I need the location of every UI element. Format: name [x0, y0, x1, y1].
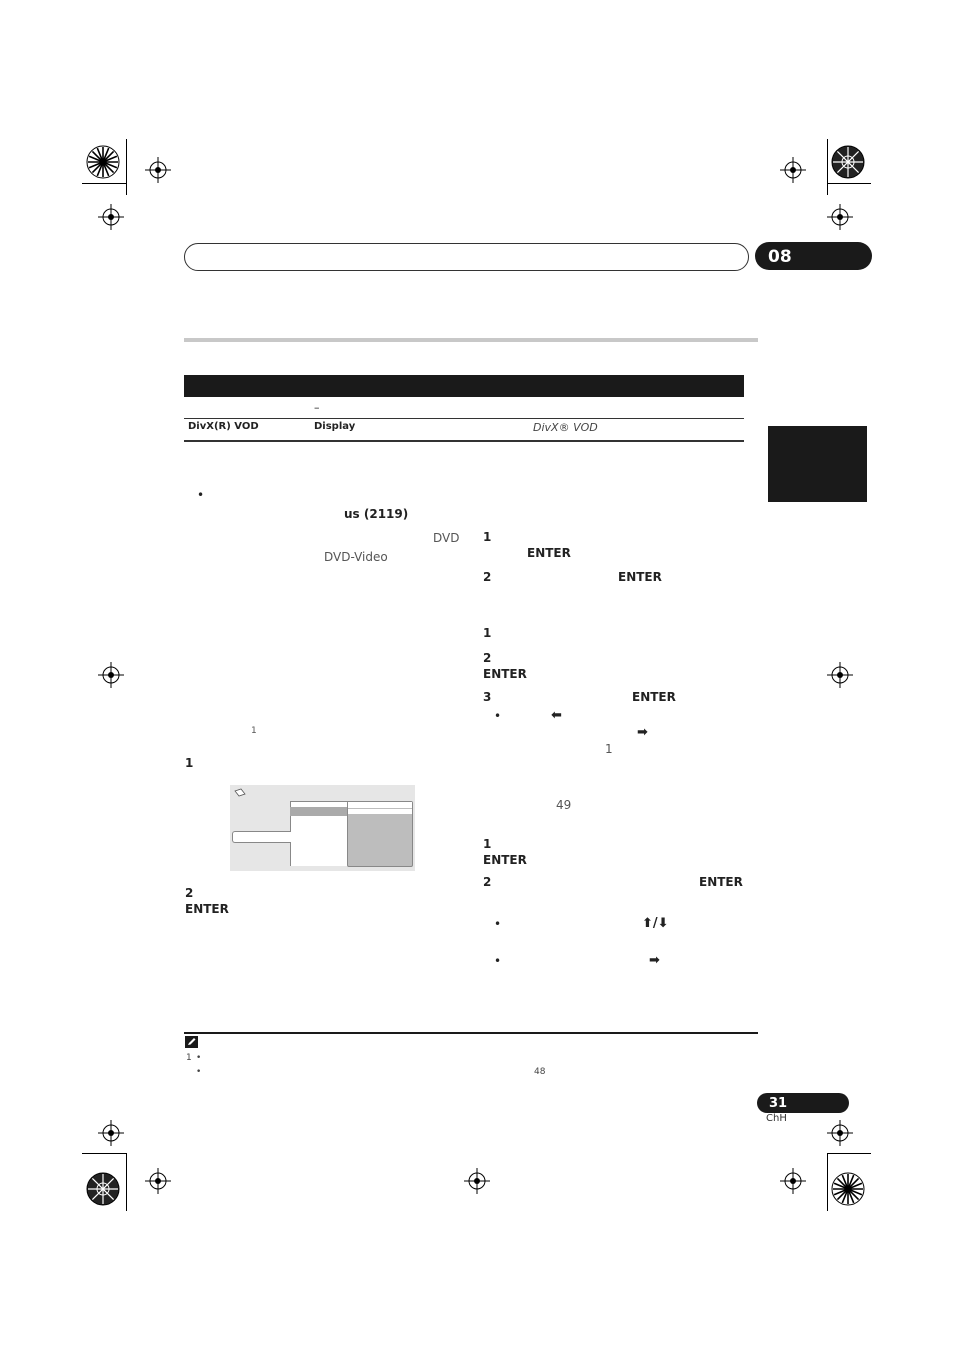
b-step2-enter: ENTER: [483, 667, 527, 681]
crosshair-mark: [827, 204, 853, 230]
dvd-video-text: DVD-Video: [324, 550, 388, 564]
right-arrow-icon: ➡: [637, 725, 648, 740]
left-step1-number: 1: [185, 756, 194, 770]
crop-line: [126, 139, 127, 195]
footnote-bullet-2: •: [196, 1067, 202, 1077]
header-title-frame: [184, 243, 749, 271]
up-down-arrow-icon: ⬆/⬇: [642, 916, 669, 931]
crop-line: [82, 1153, 126, 1154]
b-step3-enter: ENTER: [632, 690, 676, 704]
b-step1-number: 1: [483, 626, 492, 640]
c-bullet-2: [494, 955, 501, 967]
crosshair-mark: [780, 157, 806, 183]
b-bullet: [494, 710, 501, 722]
chapter-tab: [755, 242, 872, 270]
crop-line: [126, 1153, 127, 1211]
left-step2-number: 2: [185, 886, 194, 900]
section-rule: [184, 338, 758, 342]
crosshair-mark: [98, 662, 124, 688]
crosshair-mark: [464, 1168, 490, 1194]
a-step1-enter: ENTER: [527, 546, 571, 560]
disc-icon: [234, 788, 246, 798]
right-note-ref: 1: [605, 742, 613, 756]
chapter-number: 08: [768, 247, 792, 267]
note-icon: [185, 1036, 198, 1048]
b-step3-number: 3: [483, 690, 492, 704]
onscreen-menu-illustration: [230, 785, 415, 871]
table-row2-col3: DivX® VOD: [533, 421, 598, 434]
left-arrow-icon: ⬅: [551, 708, 562, 723]
table-row2-col2: Display: [314, 421, 356, 432]
crop-line: [827, 183, 871, 184]
right-page-ref: 49: [556, 798, 572, 812]
menu-right-panel: [347, 801, 413, 867]
left-bullet: •: [197, 488, 205, 502]
crop-line: [82, 183, 126, 184]
footnote-bullet-1: [196, 1054, 201, 1063]
left-note-ref: 1: [251, 726, 257, 736]
crop-line: [827, 139, 828, 195]
starburst-mark: [831, 1172, 865, 1206]
a-step2-number: 2: [483, 570, 492, 584]
footnote-rule: [184, 1032, 758, 1034]
page-number-tab: [757, 1093, 849, 1113]
table-row1-col2: –: [314, 401, 320, 414]
crosshair-mark: [827, 662, 853, 688]
footnote-number: 1: [186, 1053, 192, 1063]
crosshair-mark: [98, 1120, 124, 1146]
starburst-mark: [86, 145, 120, 179]
language-tab-block: [768, 426, 867, 502]
table-row2-col1: DivX(R) VOD: [188, 421, 259, 432]
c-step2-enter: ENTER: [699, 875, 743, 889]
crop-line: [827, 1153, 871, 1154]
b-step2-number: 2: [483, 651, 492, 665]
starburst-mark: [831, 145, 865, 179]
c-step1-enter: ENTER: [483, 853, 527, 867]
footnote-page-ref: 48: [534, 1067, 546, 1077]
crosshair-mark: [145, 1168, 171, 1194]
crosshair-mark: [827, 1120, 853, 1146]
crosshair-mark: [145, 157, 171, 183]
table-divider: [184, 418, 744, 419]
menu-left-tab: [232, 831, 291, 843]
crosshair-mark: [780, 1168, 806, 1194]
a-step1-number: 1: [483, 530, 492, 544]
a-step2-enter: ENTER: [618, 570, 662, 584]
page-number: 31: [769, 1096, 788, 1111]
right-arrow-icon-2: ➡: [649, 953, 660, 968]
menu-highlight-row: [290, 807, 350, 816]
crosshair-mark: [98, 204, 124, 230]
c-bullet-1: [494, 918, 501, 930]
crop-line: [827, 1153, 828, 1211]
us-code-text: us (2119): [344, 507, 409, 521]
dvd-text: DVD: [433, 531, 460, 545]
table-header-bar: [184, 375, 744, 397]
c-step2-number: 2: [483, 875, 492, 889]
left-step2-enter: ENTER: [185, 902, 229, 916]
table-bottom-rule: [184, 440, 744, 442]
c-step1-number: 1: [483, 837, 492, 851]
starburst-mark: [86, 1172, 120, 1206]
language-code: ChH: [766, 1113, 787, 1124]
